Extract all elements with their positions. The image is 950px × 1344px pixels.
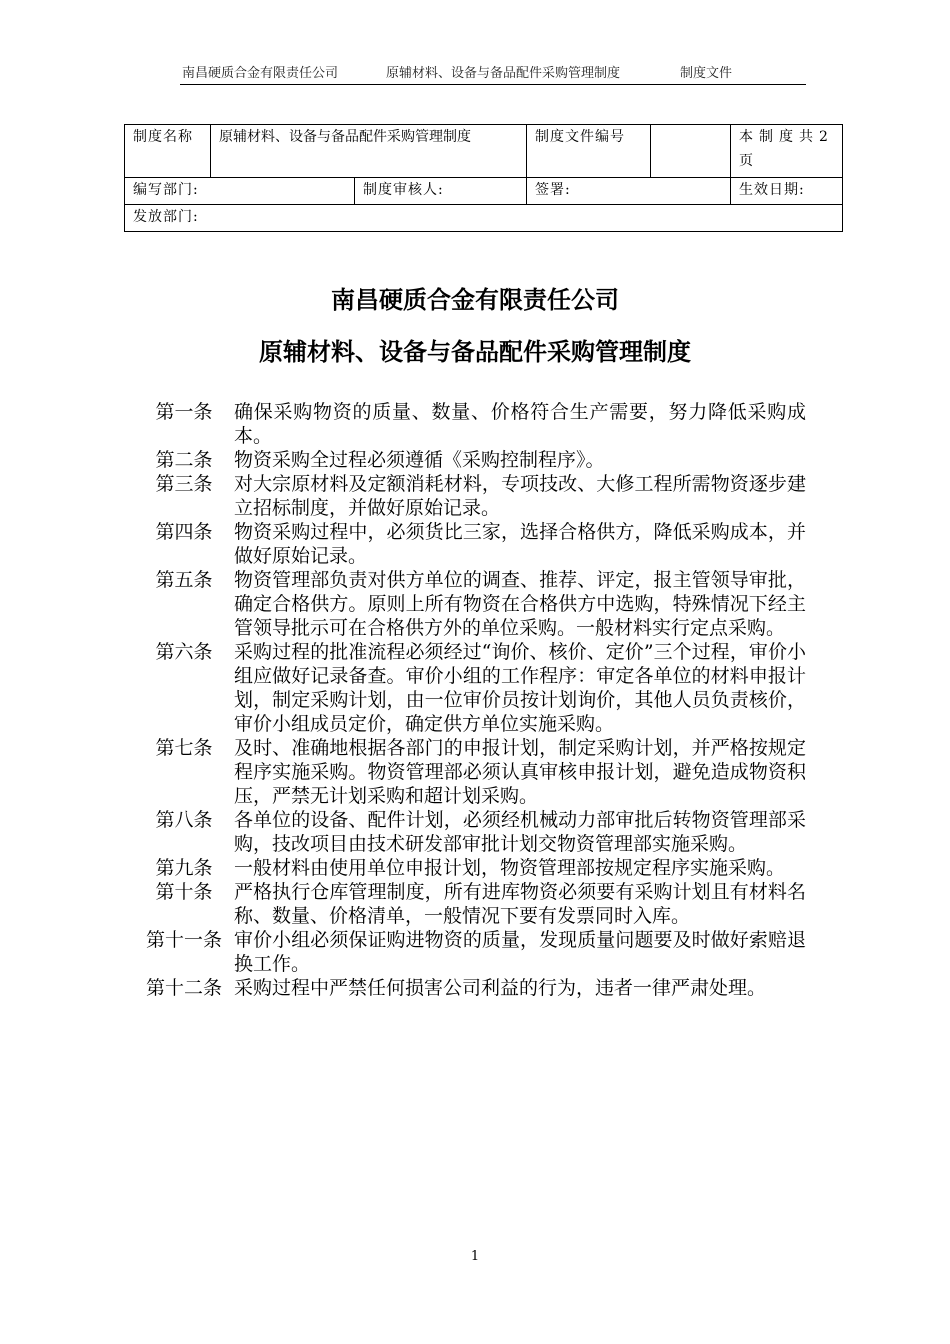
- page-count-cell: 本制度共2页: [731, 125, 843, 178]
- article-text: 物资管理部负责对供方单位的调查、推荐、评定，报主管领导审批，确定合格供方。原则上所有物资在合格供方中选购，特殊情况下经主管领导批示可在合格供方外的单位采购。一般材料实行定点采购。: [234, 569, 806, 639]
- article-text: 一般材料由使用单位申报计划，物资管理部按规定程序实施采购。: [234, 857, 786, 879]
- article-label: 第二条: [155, 449, 213, 471]
- page-number: 1: [470, 1249, 480, 1264]
- article-5: [134, 568, 810, 640]
- article-text: 审价小组必须保证购进物资的质量，发现质量问题要及时做好索赔退换工作。: [234, 929, 806, 975]
- article-label: 第一条: [155, 401, 213, 423]
- issue-dept-cell: 发放部门:: [125, 205, 843, 232]
- articles-list: [134, 400, 810, 1000]
- article-7: [134, 736, 810, 808]
- code-value-cell: [651, 125, 731, 178]
- article-8: [134, 808, 810, 856]
- article-10: [134, 880, 810, 928]
- document-info-table: [124, 124, 843, 232]
- article-text: 确保采购物资的质量、数量、价格符合生产需要，努力降低采购成本。: [234, 401, 806, 447]
- article-11: [134, 928, 810, 976]
- article-1: [134, 400, 810, 448]
- company-title: 南昌硬质合金有限责任公司: [331, 286, 619, 314]
- article-label: 第六条: [155, 641, 213, 663]
- article-6: [134, 640, 810, 736]
- article-label: 第九条: [155, 857, 213, 879]
- header-company: 南昌硬质合金有限责任公司: [182, 66, 339, 81]
- document-title: 原辅材料、设备与备品配件采购管理制度: [259, 338, 691, 366]
- article-2: [134, 448, 810, 472]
- article-text: 物资采购过程中，必须货比三家，选择合格供方，降低采购成本，并做好原始记录。: [234, 521, 806, 567]
- article-text: 对大宗原材料及定额消耗材料，专项技改、大修工程所需物资逐步建立招标制度，并做好原始记录。: [234, 473, 806, 519]
- article-12: [134, 976, 810, 1000]
- effective-date-cell: 生效日期:: [731, 178, 843, 205]
- article-label: 第三条: [155, 473, 213, 495]
- article-text: 各单位的设备、配件计划，必须经机械动力部审批后转物资管理部采购，技改项目由技术研发部审批计划交物资管理部实施采购。: [234, 809, 806, 855]
- reviewer-cell: 制度审核人:: [355, 178, 527, 205]
- article-9: [134, 856, 810, 880]
- signature-cell: 签署:: [527, 178, 731, 205]
- article-label: 第四条: [155, 521, 213, 543]
- article-text: 采购过程的批准流程必须经过“询价、核价、定价”三个过程，审价小组应做好记录备查。审价小组的工作程序：审定各单位的材料申报计划，制定采购计划，由一位审价员按计划询价，其他人员负责核价，审价小组成员定价，确定供方单位实施采购。: [234, 641, 806, 735]
- code-label-cell: 制度文件编号: [527, 125, 651, 178]
- article-text: 物资采购全过程必须遵循《采购控制程序》。: [234, 449, 605, 471]
- article-text: 采购过程中严禁任何损害公司利益的行为，违者一律严肃处理。: [234, 977, 767, 999]
- article-label: 第七条: [155, 737, 213, 759]
- article-label: 第十一条: [145, 929, 222, 951]
- article-3: [134, 472, 810, 520]
- article-4: [134, 520, 810, 568]
- header-document-type: 制度文件: [680, 66, 733, 81]
- article-text: 严格执行仓库管理制度，所有进库物资必须要有采购计划且有材料名称、数量、价格清单，一般情况下要有发票同时入库。: [234, 881, 806, 927]
- article-label: 第八条: [155, 809, 213, 831]
- name-label-cell: 制度名称: [125, 125, 211, 178]
- article-label: 第五条: [155, 569, 213, 591]
- article-text: 及时、准确地根据各部门的申报计划，制定采购计划，并严格按规定程序实施采购。物资管理部必须认真审核申报计划，避免造成物资积压，严禁无计划采购和超计划采购。: [234, 737, 806, 807]
- author-dept-cell: 编写部门:: [125, 178, 355, 205]
- running-header: [180, 64, 806, 85]
- name-value-cell: 原辅材料、设备与备品配件采购管理制度: [211, 125, 527, 178]
- header-document-title: 原辅材料、设备与备品配件采购管理制度: [386, 66, 621, 81]
- article-label: 第十二条: [145, 977, 222, 999]
- article-label: 第十条: [155, 881, 213, 903]
